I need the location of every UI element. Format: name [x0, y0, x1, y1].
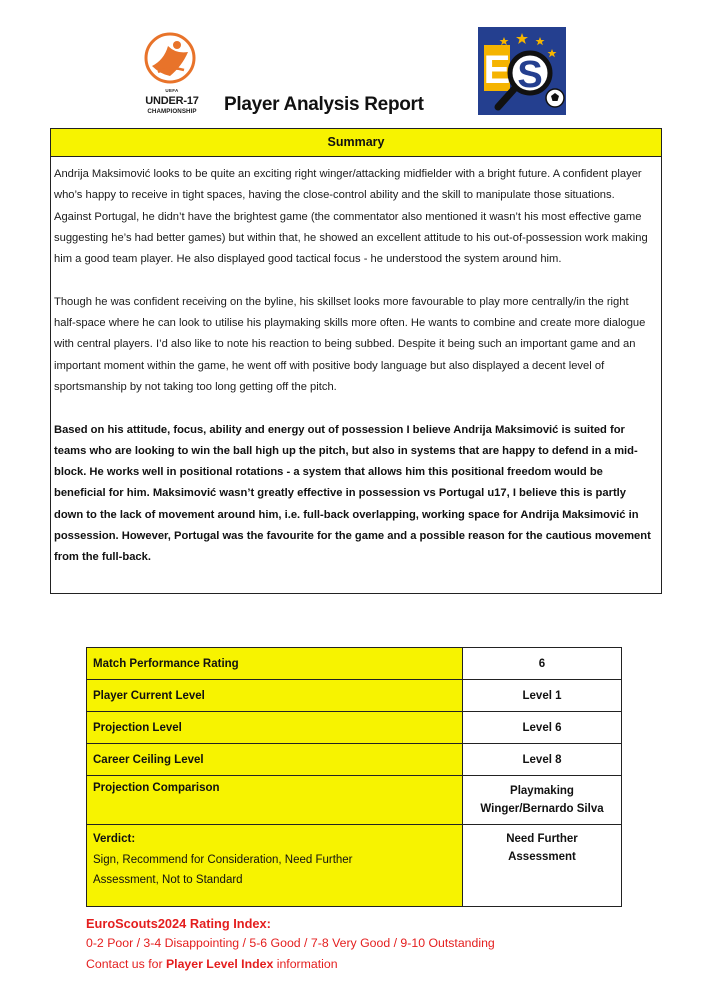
summary-section: [50, 128, 662, 594]
euroscouts-logo: [478, 27, 566, 115]
projection-comparison-label: Projection Comparison: [87, 776, 463, 825]
current-level-value: Level 1: [463, 680, 622, 712]
contact-suffix: information: [273, 957, 338, 971]
ratings-table: [86, 647, 622, 907]
match-performance-label: Match Performance Rating: [87, 648, 463, 680]
verdict-options-line: Assessment, Not to Standard: [93, 874, 243, 886]
verdict-value-line: Assessment: [508, 851, 576, 863]
projection-comparison-value: [463, 776, 622, 825]
table-row: [87, 776, 622, 825]
rating-index-contact: [86, 954, 495, 975]
uefa-ball-icon: [144, 32, 196, 84]
rating-index-title: EuroScouts2024 Rating Index:: [86, 916, 271, 931]
verdict-value: [463, 825, 622, 907]
match-performance-value: 6: [463, 648, 622, 680]
table-row: [87, 648, 622, 680]
summary-body: [51, 157, 661, 569]
table-row: [87, 712, 622, 744]
uefa-logo-sub-text: CHAMPIONSHIP: [147, 108, 197, 115]
verdict-options-line: Sign, Recommend for Consideration, Need Further: [93, 854, 353, 866]
uefa-logo-main-text: UNDER-17: [145, 95, 199, 107]
contact-prefix: Contact us for: [86, 957, 166, 971]
player-level-index-link[interactable]: Player Level Index: [165, 957, 274, 971]
rating-index: [86, 916, 495, 975]
career-ceiling-label: Career Ceiling Level: [87, 744, 463, 776]
svg-text:S: S: [517, 54, 543, 96]
summary-heading: Summary: [51, 129, 661, 157]
page-title: Player Analysis Report: [224, 94, 424, 115]
table-row: [87, 825, 622, 907]
verdict-label: Verdict:: [93, 833, 136, 845]
table-row: [87, 680, 622, 712]
verdict-value-line: Need Further: [506, 833, 578, 845]
rating-index-scale: 0-2 Poor / 3-4 Disappointing / 5-6 Good / 7-8 Very Good / 9-10 Outstanding: [86, 936, 495, 950]
projection-level-label: Projection Level: [87, 712, 463, 744]
summary-paragraph: Though he was confident receiving on the byline, his skillset looks more favourable to play more centrally/in the right half-space where he can look to utilise his playmaking skills more often. He wants to combine and create more dialogue with central players. I’d also like to note his reaction to being subbed. Despite it being such an important game and an important moment within the game, he went off with positive body language but also displayed a decent level of sportsmanship by not taking too long getting off the pitch.: [54, 295, 646, 393]
projection-comparison-line: Winger/Bernardo Silva: [480, 803, 604, 815]
uefa-u17-logo: [136, 32, 208, 120]
career-ceiling-value: Level 8: [463, 744, 622, 776]
summary-conclusion-paragraph: Based on his attitude, focus, ability and energy out of possession I believe Andrija Maksimović is suited for teams who are looking to win the ball high up the pitch, but also in systems that are happy to defend in a mid-block. He works well in positional rotations - a system that allows him this positional freedom would be beneficial for him. Maksimović wasn’t greatly effective in possession vs Portugal u17, I believe this is partly down to the lack of movement around him, i.e. full-back overlapping, working space for Andrija Maksimović in possession. However, Portugal was the favourite for the game and a possible reason for the cautious movement from the full-back.: [54, 423, 651, 564]
projection-comparison-line: Playmaking: [510, 785, 574, 797]
svg-text:E: E: [483, 48, 511, 92]
uefa-logo-small-text: UEFA: [165, 88, 179, 93]
table-row: [87, 744, 622, 776]
projection-level-value: Level 6: [463, 712, 622, 744]
verdict-label-cell: [87, 825, 463, 907]
summary-paragraph: Andrija Maksimović looks to be quite an exciting right winger/attacking midfielder with a bright future. A confident player who’s happy to receive in tight spaces, having the close-control ability and the skill to manipulate those situations. Against Portugal, he didn’t have the brightest game (the commentator also mentioned it wasn’t his most effective game suggesting he’s had better games) but within that, he showed an excellent attitude to his out-of-possession work making him a good team player. He also displayed good tactical focus - he understood the system around him.: [54, 168, 648, 266]
verdict-options: [93, 850, 456, 890]
current-level-label: Player Current Level: [87, 680, 463, 712]
